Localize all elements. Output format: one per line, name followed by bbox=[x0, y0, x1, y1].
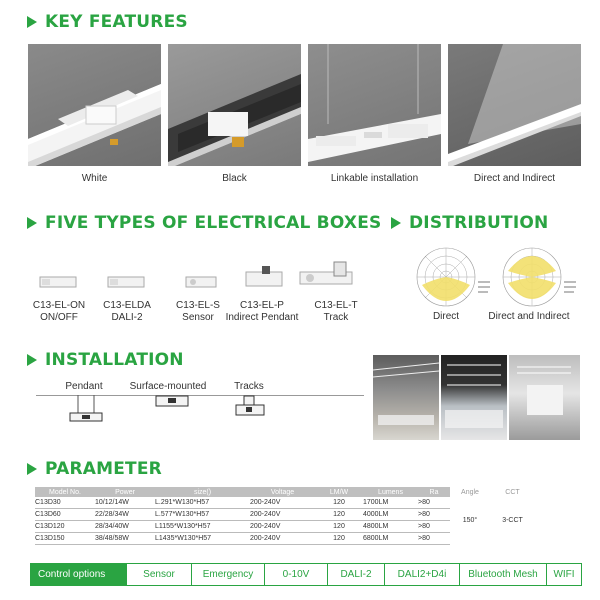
control-options-label: Control options bbox=[31, 564, 126, 585]
box-image-pendant bbox=[244, 264, 284, 299]
installation-label-surface: Surface-mounted bbox=[129, 381, 207, 392]
control-options-bar bbox=[30, 563, 582, 586]
box-caption-track: C13-EL-T Track bbox=[314, 300, 358, 323]
cct-cell: 3-CCT bbox=[502, 517, 523, 525]
feature-photo-direct-indirect bbox=[448, 44, 581, 166]
control-option-sensor: Sensor bbox=[126, 564, 191, 585]
control-option-dali2-d4i: DALI2+D4i bbox=[384, 564, 459, 585]
table-header-row bbox=[35, 487, 535, 497]
table-header: Power bbox=[95, 487, 155, 497]
box-image-sensor bbox=[184, 272, 220, 297]
feature-caption-white: White bbox=[81, 173, 108, 184]
feature-caption-linkable: Linkable installation bbox=[330, 173, 419, 184]
installation-photo-warehouse bbox=[509, 355, 580, 440]
table-row: C13D120 28/34/40W L1155*W130*H57 200-240V 120 4800LM >80 bbox=[35, 521, 535, 533]
parameter-title: PARAMETER bbox=[27, 459, 162, 479]
table-header: Angle bbox=[450, 487, 490, 497]
polar-diagram-direct-indirect bbox=[500, 245, 580, 314]
angle-cell: 150° bbox=[462, 517, 478, 525]
polar-diagram-direct bbox=[414, 245, 494, 314]
box-caption-on-off: C13-EL-ON ON/OFF bbox=[32, 300, 86, 323]
table-header: Model No. bbox=[35, 487, 95, 497]
track-diagram bbox=[232, 395, 268, 426]
distribution-title: DISTRIBUTION bbox=[391, 213, 548, 233]
box-image-track bbox=[296, 258, 360, 297]
feature-caption-direct-indirect: Direct and Indirect bbox=[473, 173, 556, 184]
installation-label-pendant: Pendant bbox=[65, 381, 103, 392]
feature-photo-black bbox=[168, 44, 301, 166]
table-row: C13D60 22/28/34W L.577*W130*H57 200-240V 120 4000LM >80 bbox=[35, 509, 535, 521]
control-option-bluetooth-mesh: Bluetooth Mesh bbox=[459, 564, 546, 585]
table-header: CCT bbox=[490, 487, 535, 497]
installation-label-tracks: Tracks bbox=[234, 381, 264, 392]
box-image-dali bbox=[106, 272, 146, 297]
key-features-title: KEY FEATURES bbox=[27, 12, 188, 32]
table-row: C13D30 10/12/14W L.291*W130*H57 200-240V 120 1700LM >80 150° 3-CCT bbox=[35, 497, 535, 509]
pendant-diagram bbox=[66, 395, 106, 434]
table-row: C13D150 38/48/58W L1435*W130*H57 200-240V 120 6800LM >80 bbox=[35, 533, 535, 545]
feature-caption-black: Black bbox=[222, 173, 247, 184]
table-header: Ra bbox=[418, 487, 450, 497]
control-option-dali-2: DALI-2 bbox=[327, 564, 384, 585]
distribution-caption-direct-indirect: Direct and Indirect bbox=[488, 311, 570, 322]
table-header: Voltage bbox=[250, 487, 315, 497]
installation-photo-office-2 bbox=[441, 355, 507, 440]
box-caption-pendant: C13-EL-P Indirect Pendant bbox=[225, 300, 299, 323]
triangle-icon bbox=[27, 217, 37, 229]
control-option-0-10v: 0-10V bbox=[264, 564, 327, 585]
installation-photo-office-1 bbox=[373, 355, 439, 440]
surface-diagram bbox=[152, 395, 192, 416]
box-image-on-off bbox=[38, 272, 78, 297]
installation-title: INSTALLATION bbox=[27, 350, 184, 370]
table-header: Lumens bbox=[363, 487, 418, 497]
control-option-emergency: Emergency bbox=[191, 564, 264, 585]
distribution-caption-direct: Direct bbox=[432, 311, 460, 322]
electrical-boxes-title: FIVE TYPES OF ELECTRICAL BOXES bbox=[27, 213, 381, 233]
table-header: LM/W bbox=[315, 487, 363, 497]
triangle-icon bbox=[27, 16, 37, 28]
box-caption-dali: C13-ELDA DALI-2 bbox=[103, 300, 151, 323]
feature-photo-white bbox=[28, 44, 161, 166]
control-option-wifi: WIFI bbox=[546, 564, 581, 585]
triangle-icon bbox=[391, 217, 401, 229]
table-header: size() bbox=[155, 487, 250, 497]
triangle-icon bbox=[27, 354, 37, 366]
parameter-table bbox=[35, 487, 535, 545]
feature-photo-linkable bbox=[308, 44, 441, 166]
triangle-icon bbox=[27, 463, 37, 475]
box-caption-sensor: C13-EL-S Sensor bbox=[176, 300, 220, 323]
